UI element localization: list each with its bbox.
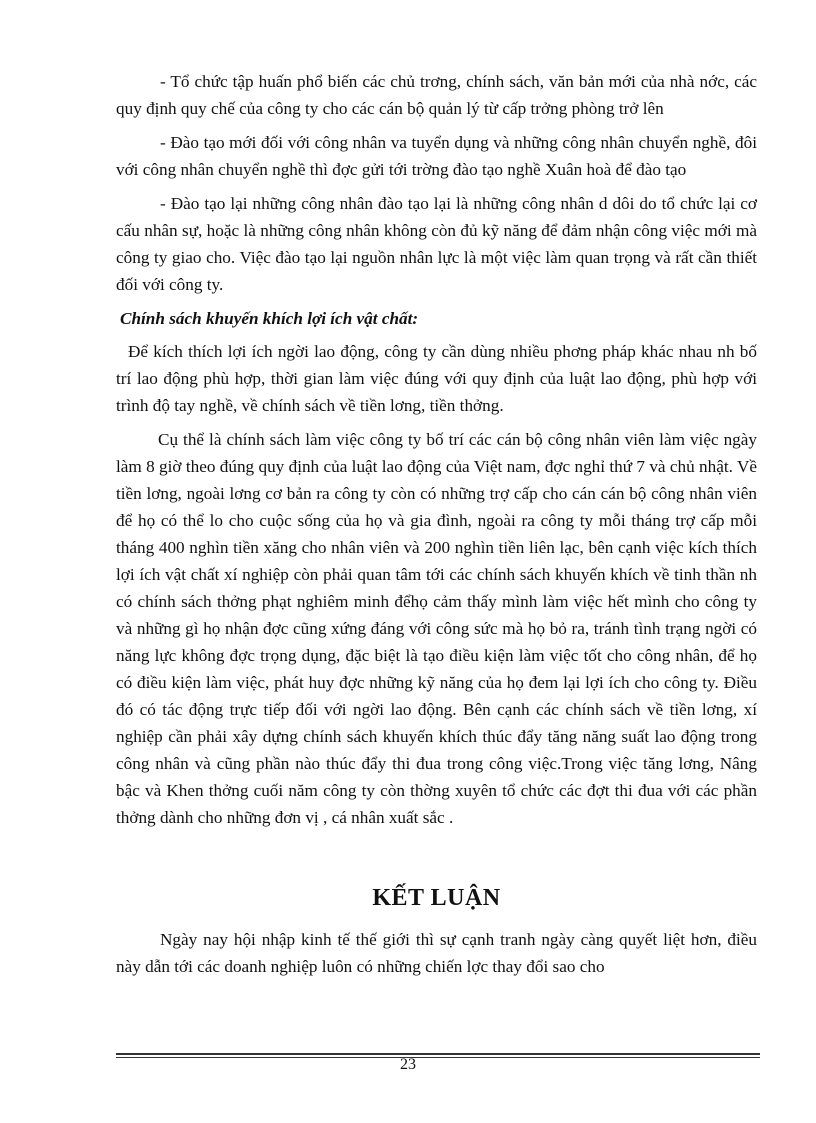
page-number: 23 bbox=[400, 1056, 416, 1073]
paragraph-incentive-intro: Để kích thích lợi ích ngời lao động, công ty cần dùng nhiều phơng pháp khác nhau nh bố trí lao động phù hợp, thời gian làm việc đúng với quy định của luật lao động, phù hợp với trình độ tay nghề, về chính sách về tiền lơng, tiền thởng. bbox=[116, 342, 757, 415]
document-body bbox=[116, 68, 757, 987]
paragraph-incentive-details: Cụ thể là chính sách làm việc công ty bố trí các cán bộ công nhân viên làm việc ngày làm 8 giờ theo đúng quy định của luật lao động của Việt nam, đợc nghỉ thứ 7 và chủ nhật. Về tiền lơng, ngoài lơng cơ bản ra công ty còn có những trợ cấp cho cán cán bộ công nhân viên để họ có thể lo cho cuộc sống của họ và gia đình, ngoài ra công ty mỗi tháng trợ cấp mỗi tháng 400 nghìn tiền xăng cho nhân viên và 200 nghìn tiền liên lạc, bên cạnh việc kích thích lợi ích vật chất xí nghiệp còn phải quan tâm tới các chính sách khuyến khích về tinh thần nh có chính sách thởng phạt nghiêm minh đểhọ cảm thấy mình làm việc hết mình cho công ty và những gì họ nhận đợc cũng xứng đáng với công sức mà họ bỏ ra, tránh tình trạng ngời có năng lực không đợc trọng dụng, đặc biệt là tạo điều kiện làm việc tốt cho công nhân, để họ có điều kiện làm việc, phát huy đợc những kỹ năng của họ đem lại lợi ích cho công ty. Điều đó có tác động trực tiếp đối với ngời lao động. Bên cạnh các chính sách về tiền lơng, xí nghiệp cần phải xây dựng chính sách khuyến khích thúc đẩy tăng năng suất lao động trong công nhân và cũng phần nào thúc đẩy thi đua trong công việc.Trong việc tăng lơng, Nâng bậc và Khen thởng cuối năm công ty còn thờng xuyên tổ chức các đợt thi đua với các phần thởng dành cho những đơn vị , cá nhân xuất sắc . bbox=[116, 430, 757, 827]
paragraph-conclusion: Ngày nay hội nhập kinh tế thế giới thì sự cạnh tranh ngày càng quyết liệt hơn, điều này dẫn tới các doanh nghiệp luôn có những chiến lợc thay đổi sao cho bbox=[116, 930, 757, 976]
paragraph-retraining: - Đào tạo lại những công nhân đào tạo lại là những công nhân d dôi do tổ chức lại cơ cấu nhân sự, hoặc là những công nhân không còn đủ kỹ năng để đảm nhận công việc mới mà công ty giao cho. Việc đào tạo lại nguồn nhân lực là một việc làm quan trọng và rất cần thiết đối với công ty. bbox=[116, 194, 757, 294]
footer-rule-thick bbox=[116, 1053, 760, 1055]
conclusion-title: KẾT LUẬN bbox=[372, 885, 501, 911]
paragraph-training-dissemination: - Tổ chức tập huấn phổ biến các chủ trơng, chính sách, văn bản mới của nhà nớc, các quy định quy chế của công ty cho các cán bộ quản lý từ cấp trởng phòng trở lên bbox=[116, 72, 757, 118]
paragraph-new-training: - Đào tạo mới đối với công nhân va tuyển dụng và những công nhân chuyển nghề, đôi với công nhân chuyển nghề thì đợc gửi tới trờng đào tạo nghề Xuân hoà để đào tạo bbox=[116, 133, 757, 179]
section-heading: Chính sách khuyến khích lợi ích vật chất: bbox=[120, 309, 419, 328]
